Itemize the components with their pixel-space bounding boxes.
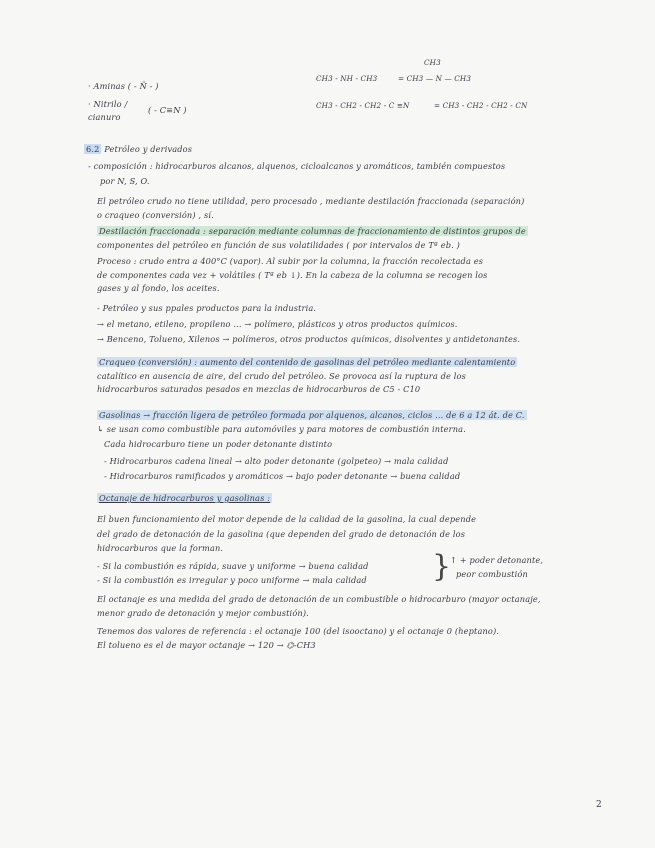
aminas-label: · Aminas ( - N̈ - )	[88, 81, 159, 91]
page-number: 2	[596, 800, 602, 810]
text-line: - Hidrocarburos cadena lineal → alto poder detonante (golpeteo) → mala calidad	[104, 456, 449, 466]
text-line: Destilación fraccionada : separación mediante columnas de fraccionamiento de distintos grupos de	[99, 226, 526, 236]
text-line: catalítico en ausencia de aire, del crudo del petróleo. Se provoca así la ruptura de los	[97, 371, 466, 381]
ch3-label: CH3	[424, 58, 441, 67]
text-line: Tenemos dos valores de referencia : el octanaje 100 (del isooctano) y el octanaje 0 (heptano).	[97, 626, 500, 636]
text-line: Craqueo (conversión) : aumento del contenido de gasolinas del petróleo mediante calentamiento	[99, 357, 516, 367]
nitrilo-formula: CH3 - CH2 - CH2 - C ≡N	[316, 101, 410, 110]
aminas-formula-2: = CH3 — N — CH3	[398, 74, 472, 83]
section-heading	[84, 144, 192, 154]
nitrilo-formula-2: = CH3 - CH2 - CH2 - CN	[434, 101, 528, 110]
text-line: El petróleo crudo no tiene utilidad, pero procesado , mediante destilación fraccionada (separación)	[97, 196, 525, 206]
text-line: - Petróleo y sus ppales productos para la industria.	[97, 303, 317, 313]
text-line: hidrocarburos que la forman.	[97, 543, 224, 553]
text-line: peor combustión	[456, 569, 528, 579]
text-line: - Si la combustión es irregular y poco uniforme → mala calidad	[97, 575, 367, 585]
cianuro-label: cianuro	[88, 112, 121, 122]
text-line: menor grado de detonación y mejor combustión).	[97, 608, 309, 618]
text-line: por N, S, O.	[100, 176, 150, 186]
text-line: Gasolinas → fracción ligera de petróleo formada por alquenos, alcanos, ciclos ... de 6 a 12 át. de C.	[99, 410, 525, 420]
text-line: El octanaje es una medida del grado de detonación de un combustible o hidrocarburo (mayor octanaje,	[97, 594, 541, 604]
section-title: Petróleo y derivados	[104, 144, 193, 154]
text-line: - Hidrocarburos ramificados y aromáticos → bajo poder detonante → buena calidad	[104, 471, 461, 481]
brace-symbol: }	[432, 549, 452, 584]
text-line: ↳ se usan como combustible para automóviles y para motores de combustión interna.	[97, 424, 466, 434]
nitrilo-label: · Nitrilo /	[88, 99, 128, 109]
text-line: → el metano, etileno, propileno ... → polímero, plásticos y otros productos químicos.	[97, 319, 458, 329]
text-line: → Benceno, Tolueno, Xilenos → polímeros, otros productos químicos, disolventes y antidetonantes.	[97, 334, 521, 344]
text-line: componentes del petróleo en función de sus volatilidades ( por intervalos de Tª eb. )	[97, 240, 460, 250]
aminas-formula: CH3 - NH - CH3	[316, 74, 378, 83]
text-line: - Si la combustión es rápida, suave y uniforme → buena calidad	[97, 561, 369, 571]
text-line: de componentes cada vez + volátiles ( Tª eb ↓). En la cabeza de la columna se recogen los	[97, 270, 488, 280]
nitrilo-group: ( - C≡N )	[148, 105, 187, 115]
text-line: hidrocarburos saturados pesados en mezclas de hidrocarburos de C5 - C10	[97, 384, 421, 394]
text-line: Proceso : crudo entra a 400°C (vapor). Al subir por la columna, la fracción recolectada es	[97, 256, 484, 266]
section-number: 6.2	[86, 144, 100, 154]
text-line: o craqueo (conversión) , sí.	[97, 210, 214, 220]
text-line: El buen funcionamiento del motor depende de la calidad de la gasolina, la cual depende	[97, 514, 477, 524]
text-line: gases y al fondo, los aceites.	[97, 283, 220, 293]
text-line: del grado de detonación de la gasolina (que dependen del grado de detonación de los	[97, 529, 466, 539]
text-line: El tolueno es el de mayor octanaje → 120 → ⌬-CH3	[97, 640, 316, 650]
text-line: - composición : hidrocarburos alcanos, alquenos, cicloalcanos y aromáticos, también compuestos	[88, 161, 506, 171]
text-line: Octanaje de hidrocarburos y gasolinas :	[99, 493, 271, 503]
text-line: Cada hidrocarburo tiene un poder detonante distinto	[104, 439, 333, 449]
text-line: ↑ + poder detonante,	[450, 555, 544, 565]
